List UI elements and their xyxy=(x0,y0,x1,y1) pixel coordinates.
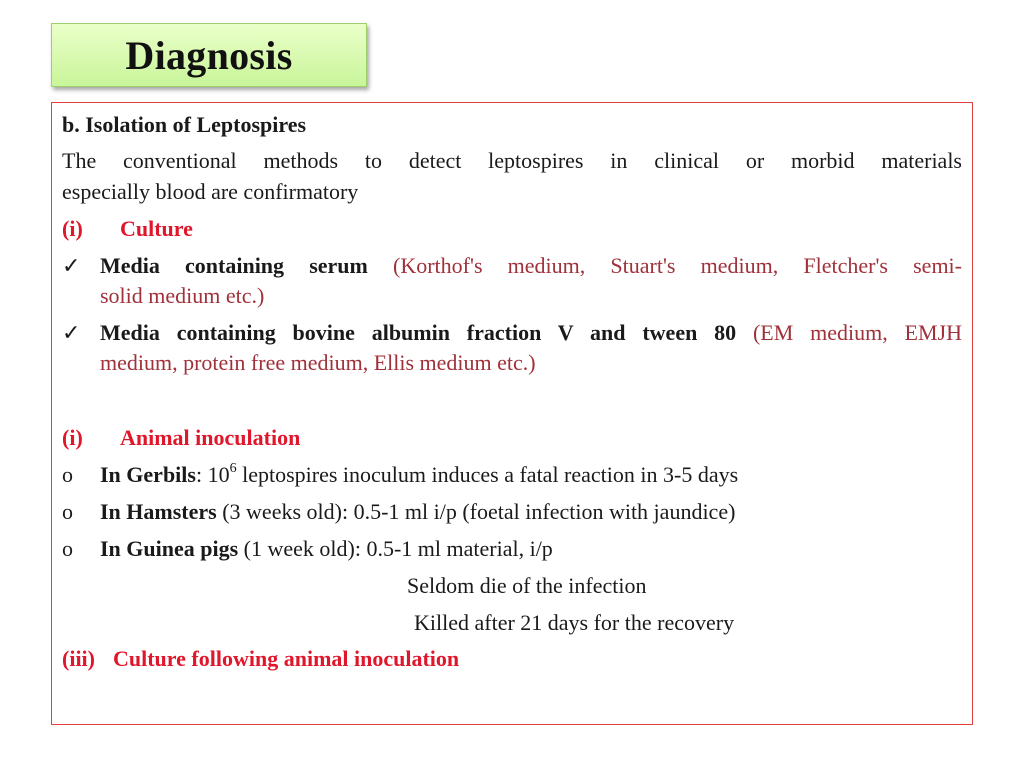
animal-note-1: Seldom die of the infection xyxy=(407,573,647,598)
animal-item-guinea-pigs-text: (1 week old): 0.5-1 ml material, i/p xyxy=(238,536,553,561)
intro-line-1: The conventional methods to detect leptospires in clinical or morbid materials xyxy=(62,148,962,173)
title-box xyxy=(51,23,367,87)
culture-item-1-bold: Media containing serum xyxy=(100,253,368,278)
animal-label: Animal inoculation xyxy=(120,425,301,450)
culture-label: Culture xyxy=(120,216,193,241)
check-icon: ✓ xyxy=(62,253,81,278)
culture-item-2-bold: Media containing bovine albumin fraction V and tween 80 xyxy=(100,320,737,345)
bullet-icon: o xyxy=(62,536,73,561)
intro-line-2: especially blood are confirmatory xyxy=(62,179,359,204)
animal-item-hamsters-text: (3 weeks old): 0.5-1 ml i/p (foetal infection with jaundice) xyxy=(216,499,736,524)
animal-item-gerbils-post: leptospires inoculum induces a fatal reaction in 3-5 days xyxy=(236,462,739,487)
culture-following-numeral: (iii) xyxy=(62,646,95,671)
culture-item-2-detail: (EM medium, EMJH xyxy=(752,320,963,345)
section-heading: b. Isolation of Leptospires xyxy=(62,112,307,137)
culture-item-2-line-2: medium, protein free medium, Ellis medium etc.) xyxy=(100,350,536,375)
bullet-icon: o xyxy=(62,462,73,487)
animal-item-hamsters xyxy=(100,497,735,527)
slide-title: Diagnosis xyxy=(125,32,293,78)
culture-item-2-line-1 xyxy=(100,318,962,348)
animal-item-gerbils-bold: In Gerbils xyxy=(100,462,196,487)
culture-item-1-line-2: solid medium etc.) xyxy=(100,283,265,308)
bullet-icon: o xyxy=(62,499,73,524)
culture-item-1-line-1 xyxy=(100,251,962,281)
animal-note-2: Killed after 21 days for the recovery xyxy=(414,610,735,635)
animal-item-gerbils-sup: 6 xyxy=(229,461,237,476)
culture-following-label: Culture following animal inoculation xyxy=(113,646,460,671)
animal-item-guinea-pigs xyxy=(100,534,553,564)
animal-item-guinea-pigs-bold: In Guinea pigs xyxy=(100,536,239,561)
animal-item-gerbils-pre: : 10 xyxy=(195,462,230,487)
animal-item-gerbils xyxy=(100,460,738,490)
animal-item-hamsters-bold: In Hamsters xyxy=(100,499,217,524)
check-icon: ✓ xyxy=(62,320,81,345)
culture-item-1-detail: (Korthof's medium, Stuart's medium, Fletcher's semi- xyxy=(393,253,962,278)
culture-numeral: (i) xyxy=(62,216,83,241)
animal-numeral: (i) xyxy=(62,425,83,450)
